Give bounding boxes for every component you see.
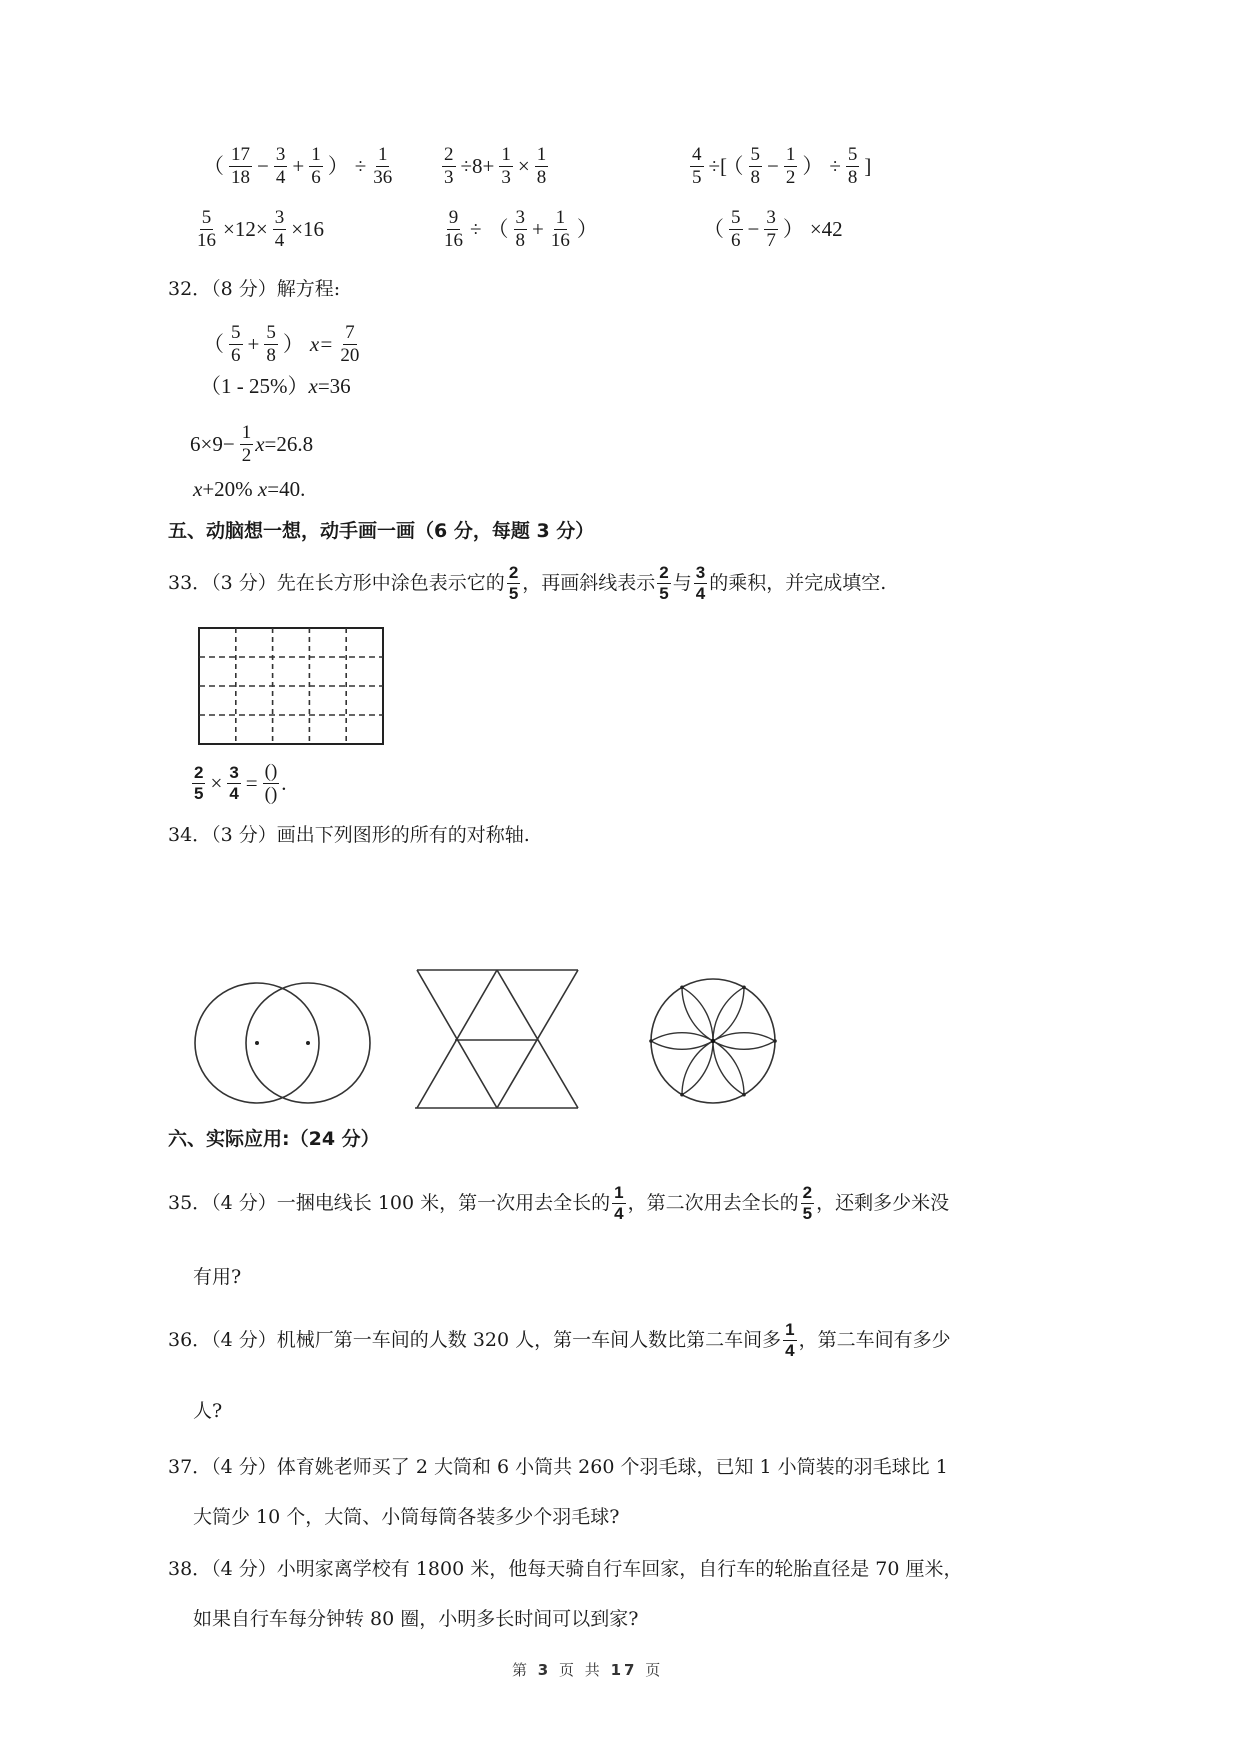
- expression-5: $\frac{9}{16}$ ÷ （ $\frac{3}{8}$ + $\frac{1}{16}$ ）: [444, 207, 598, 251]
- blank-fraction[interactable]: $\frac{()}{()}$: [264, 761, 278, 805]
- center-point-right: [306, 1041, 310, 1045]
- fraction: $\frac{1}{3}$: [501, 144, 511, 188]
- fraction: $\frac{1}{4}$: [785, 1320, 795, 1360]
- question-33: 33．（3 分）先在长方形中涂色表示它的 $\frac{2}{5}$ ，再画斜线表示 $\frac{2}{5}$ 与 $\frac{3}{4}$ 的乘积，并完成填空.: [168, 563, 887, 603]
- fraction: $\frac{3}{7}$: [766, 207, 776, 251]
- fraction: $\frac{1}{6}$: [311, 144, 321, 188]
- paren-open: （: [203, 153, 224, 178]
- fraction: $\frac{2}{3}$: [444, 144, 454, 188]
- page-number: 3: [537, 1661, 552, 1679]
- fraction: $\frac{1}{8}$: [536, 144, 547, 188]
- fraction: $\frac{17}{18}$: [231, 144, 250, 188]
- fraction: $\frac{1}{36}$: [373, 144, 393, 188]
- question-35: 35．（4 分）一捆电线长 100 米，第一次用去全长的 $\frac{1}{4}$ ，第二次用去全长的 $\frac{2}{5}$ ，还剩多少米没: [168, 1183, 950, 1223]
- expression-4: $\frac{5}{16}$ ×12× $\frac{3}{4}$ ×16: [197, 207, 325, 251]
- rim-point: [742, 986, 746, 990]
- fraction: $\frac{5}{8}$: [847, 144, 858, 188]
- question-37-line1: 37．（4 分）体育姚老师买了 2 大筒和 6 小筒共 260 个羽毛球，已知 1 小筒装的羽毛球比 1: [168, 1456, 948, 1478]
- fraction: $\frac{2}{5}$: [659, 563, 669, 603]
- question-36-line2: 人?: [193, 1400, 223, 1422]
- fraction: $\frac{3}{4}$: [695, 563, 706, 603]
- fraction: $\frac{2}{5}$: [508, 563, 519, 603]
- question-36: 36．（4 分）机械厂第一车间的人数 320 人，第一车间人数比第二车间多 $\frac{1}{4}$ ，第二车间有多少: [168, 1320, 951, 1360]
- center-point: [711, 1039, 715, 1043]
- equation-3: 6×9− $\frac{1}{2}$ x=26.8: [190, 422, 314, 466]
- center-point-left: [255, 1041, 259, 1045]
- expression-6: （ $\frac{5}{6}$ − $\frac{3}{7}$ ） ×42: [703, 207, 843, 251]
- fraction: $\frac{1}{2}$: [241, 422, 252, 466]
- fraction: $\frac{5}{8}$: [750, 144, 761, 188]
- fraction: $\frac{4}{5}$: [692, 144, 702, 188]
- rim-point: [649, 1039, 653, 1043]
- fraction: $\frac{1}{2}$: [785, 144, 796, 188]
- rim-point: [680, 986, 684, 990]
- page-total: 17: [610, 1661, 638, 1679]
- fraction: $\frac{5}{6}$: [231, 322, 241, 366]
- rim-point: [680, 1093, 684, 1097]
- question-32-title: 32．（8 分）解方程:: [168, 278, 341, 300]
- fraction: $\frac{5}{8}$: [266, 322, 276, 366]
- fraction: $\frac{3}{4}$: [229, 763, 239, 803]
- figure-flower-circle: [648, 978, 778, 1108]
- fraction: $\frac{5}{16}$: [197, 207, 216, 251]
- fraction: $\frac{9}{16}$: [444, 207, 463, 251]
- fraction: $\frac{1}{4}$: [614, 1183, 624, 1223]
- equation-2: （1 - 25%）x=36: [200, 374, 351, 398]
- dashed-grid-rectangle: [198, 627, 384, 745]
- fraction: $\frac{3}{4}$: [275, 144, 286, 188]
- question-38-line2: 如果自行车每分钟转 80 圈，小明多长时间可以到家?: [193, 1608, 639, 1630]
- question-35-line2: 有用?: [193, 1266, 242, 1288]
- fraction: $\frac{2}{5}$: [802, 1183, 813, 1223]
- rim-point: [773, 1039, 777, 1043]
- fraction: $\frac{3}{4}$: [274, 207, 285, 251]
- equation-1: （ $\frac{5}{6}$ + $\frac{5}{8}$ ） x= $\frac{7}{20}$: [203, 322, 360, 366]
- fraction: $\frac{2}{5}$: [194, 763, 204, 803]
- figure-overlapping-circles: [195, 988, 370, 1113]
- section-5-heading: 五、动脑想一想，动手画一画（6 分，每题 3 分）: [168, 520, 595, 542]
- figure-triangle-hourglass: [415, 968, 580, 1110]
- q33-answer: $\frac{2}{5}$ × $\frac{3}{4}$ = $\frac{()}{()}$ .: [194, 761, 287, 805]
- question-38-line1: 38．（4 分）小明家离学校有 1800 米，他每天骑自行车回家，自行车的轮胎直径是 70 厘米，: [168, 1558, 963, 1580]
- question-37-line2: 大筒少 10 个，大筒、小筒每筒各装多少个羽毛球?: [193, 1506, 620, 1528]
- fraction: $\frac{5}{6}$: [731, 207, 741, 251]
- expression-2: $\frac{2}{3}$ ÷8+ $\frac{1}{3}$ × $\frac{1}{8}$: [444, 144, 547, 188]
- section-6-heading: 六、实际应用:（24 分）: [168, 1128, 380, 1150]
- fraction: $\frac{1}{16}$: [550, 207, 570, 251]
- question-34-title: 34．（3 分）画出下列图形的所有的对称轴.: [168, 824, 530, 846]
- page-footer: 第 3 页 共 17 页: [512, 1661, 664, 1679]
- expression-3: $\frac{4}{5}$ ÷[ （ $\frac{5}{8}$ − $\frac{1}{2}$ ） ÷ $\frac{5}{8}$ ]: [692, 144, 872, 188]
- expression-1: （ $\frac{17}{18}$ − $\frac{3}{4}$ + $\frac{1}{6}$ ） ÷ $\frac{1}{36}$: [203, 144, 393, 188]
- equation-4: x+20% x=40.: [193, 477, 306, 501]
- fraction: $\frac{7}{20}$: [340, 322, 360, 366]
- fraction: $\frac{3}{8}$: [515, 207, 526, 251]
- rim-point: [742, 1093, 746, 1097]
